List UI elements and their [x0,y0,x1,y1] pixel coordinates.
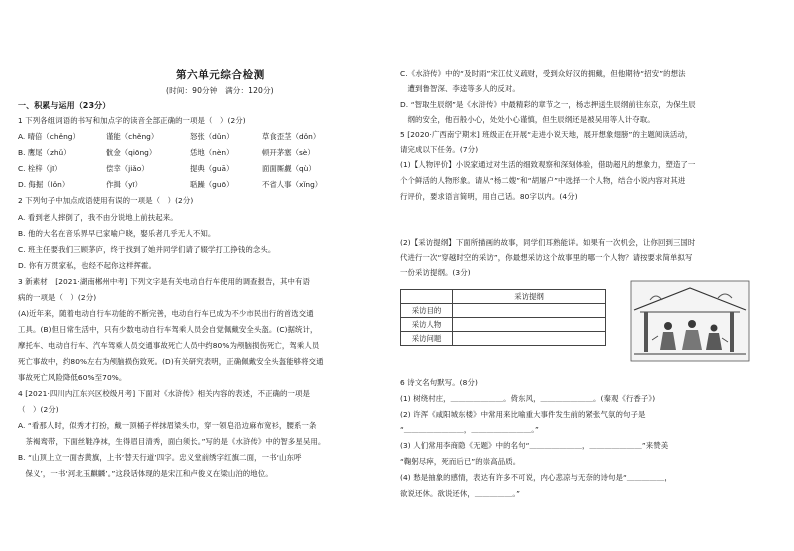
question-5-line: 行评价，要求语言简明，用自己话。80字以内。(4分) [400,192,578,201]
question-1-stem: 1 下列各组词语的书写和加点字的读音全部正确的一项是（ ）(2分) [18,116,246,125]
question-3-line: 3 新素材 [2021·湖南郴州中考] 下列文字是有关电动自行车使用的调查报告，其中有语 [18,277,311,286]
question-1-option: 顿开茅塞（sè） [262,148,315,157]
question-5-line: 个个鲜活的人物形象。请从“杨二嫂”和“胡屠户”中选择一个人物，结合小说内容对其进 [400,176,686,185]
question-1-option: B. 鹰尾（zhǔ） [18,148,71,157]
question-6-line: (1) 树绕村庄，＿＿＿＿＿＿＿。倚东风，＿＿＿＿＿＿＿。(秦观《行香子》) [400,394,656,403]
page-title: 第六单元综合检测 [176,69,265,81]
question-6-line: 6 诗文名句默写。(8分) [400,378,478,387]
table-row-label: 采访目的 [401,304,453,318]
question-5-line: 5 [2020·广西南宁期末] 班级正在开展“走进小说天地，展开想象翅膀”的主题阅读活动， [400,130,693,139]
question-4-line: 茶褐鸾带，下面丝鞋净袜，生得眉目清秀，面白须长。”写的是《水浒传》中的智多星吴用。 [18,437,326,446]
question-3-line: 病的一项是（ ）(2分) [18,293,97,302]
question-2-option: D. 你有万贯家私，也经不起你这样挥霍。 [18,261,157,270]
question-4-line: （ ）(2分) [18,405,59,414]
question-6-line: 欲说还休。欲说还休，＿＿＿＿＿。” [400,489,521,498]
table-row-label: 采访问题 [401,332,453,346]
question-6-line: (2) 许浑《咸阳城东楼》中常用来比喻重大事件发生前的紧张气氛的句子是 [400,410,646,419]
answer-cell[interactable] [453,318,606,332]
question-1-option: 骯金（qiōng） [106,148,157,157]
answer-cell[interactable] [453,304,606,318]
question-4-line: D. “智取生辰纲”是《水浒传》中最精彩的章节之一，杨志押送生辰纲前往东京，为保生辰 [400,100,696,109]
question-4-line: A. “看那人时，似秀才打扮，戴一顶桶子样抹眉梁头巾，穿一领皂沿边麻布宽衫，腰系一条 [18,421,317,430]
question-4-line: 4 [2021·四川内江东兴区校级月考] 下面对《水浒传》相关内容的表述，不正确的一项是 [18,389,311,398]
question-2-stem: 2 下列句子中加点成语使用有误的一项是（ ）(2分) [18,196,194,205]
question-4-line: 保义’，一书‘河北玉麒麟’。”这段话体现的是宋江和卢俊义在梁山泊的地位。 [18,469,273,478]
question-5-part2-line: (2)【采访提纲】下面所描画的故事，同学们耳熟能详。如果有一次机会，让你回到三国时 [400,238,696,247]
question-3-line: 死亡事故中，约80%左右为颅脑损伤致死。(D)有关研究表明，正确佩戴安全头盔能够将交通 [18,357,324,366]
question-1-option: 偿幸（jiǎo） [106,164,149,173]
answer-cell[interactable] [453,332,606,346]
question-2-option: A. 看到老人摔倒了，我不由分说地上前扶起来。 [18,213,178,222]
question-4-line: C.《水浒传》中的“及时雨”宋江仗义疏财，受到众好汉的拥戴，但他期待“招安”的想法 [400,69,686,78]
question-6-line: “＿＿＿＿＿＿＿＿，＿＿＿＿＿＿＿＿。” [400,425,539,434]
question-5-line: (1)【人物评价】小说家通过对生活的细致观察和深刻体验，借助超凡的想象力，塑造了一 [400,160,696,169]
table-row-label: 采访人物 [401,318,453,332]
question-5-part2-line: 代进行一次“穿越时空的采访”，你最想采访这个故事里的哪一个人物？请按要求简单拟写 [400,253,693,262]
interview-outline-table [400,289,606,346]
question-1-option: 草食歪茎（dǒn） [262,132,321,141]
ancient-story-illustration-icon [630,280,750,362]
question-4-line: 遭到鲁智深、李逵等多人的反对。 [400,84,520,93]
question-1-option: 聒躁（guō） [190,180,234,189]
question-3-line: 事故死亡风险降低60%至70%。 [18,373,127,382]
question-1-option: 提典（guā） [190,164,234,173]
question-1-option: 面面厮觑（qù） [262,164,316,173]
question-1-option: C. 栓梓（jī） [18,164,62,173]
question-1-option: 作揖（yī） [106,180,142,189]
question-1-option: A. 晴倍（chěng） [18,132,80,141]
table-header: 采访提纲 [453,290,606,304]
question-1-option: 恁地（nèn） [190,148,234,157]
question-6-line: (4) 愁是抽象的感情，表达有许多不可说，内心悲凉与无奈的诗句是“＿＿＿＿＿， [400,473,672,482]
question-2-option: C. 班主任要我们三顾茅庐，终于找到了她并同学们请了辍学打工挣钱的念头。 [18,245,276,254]
question-1-option: 不省人事（xǐng） [262,180,323,189]
question-4-line: B. “山顶上立一面杏黄旗，上书‘替天行道’四字。忠义堂前绣字红旗二面，一书‘山东呼 [18,453,302,462]
section-heading: 一、积累与运用（23分） [18,101,111,110]
question-1-option: 谨能（chěng） [106,132,159,141]
question-3-line: (A)近年来，随着电动自行车功能的不断完善，电动自行车已成为不少市民出行的首选交通 [18,309,314,318]
page-subtitle: (时间：90分钟 满分：120分) [166,86,274,95]
question-2-option: B. 他的大名在音乐界早已家喻户晓，娶乐者几乎无人不知。 [18,229,216,238]
question-1-option: D. 侮掘（lǒn） [18,180,70,189]
question-3-line: 工具。(B)但日常生活中，只有少数电动自行车驾乘人员会自觉佩戴安全头盔。(C)据统计， [18,325,318,334]
question-3-line: 摩托车、电动自行车、汽车驾乘人员交通事故死亡人员中约80%为颅脑损伤死亡，驾乘人员 [18,341,320,350]
question-4-line: 纲的安全，他百般小心，处处小心谨慎，但生辰纲还是被吴用等人计夺取。 [400,115,655,124]
question-1-option: 怒张（dǔn） [190,132,234,141]
question-6-line: (3) 人们常用李商隐《无题》中的名句“＿＿＿＿＿＿＿，＿＿＿＿＿＿＿”来赞美 [400,441,669,450]
table-corner [401,290,453,304]
question-5-line: 请完成以下任务。(7分) [400,145,479,154]
question-5-part2-line: 一份采访提纲。(3分) [400,268,471,277]
question-6-line: “鞠躬尽瘁，死而后已”的崇高品质。 [400,457,521,466]
